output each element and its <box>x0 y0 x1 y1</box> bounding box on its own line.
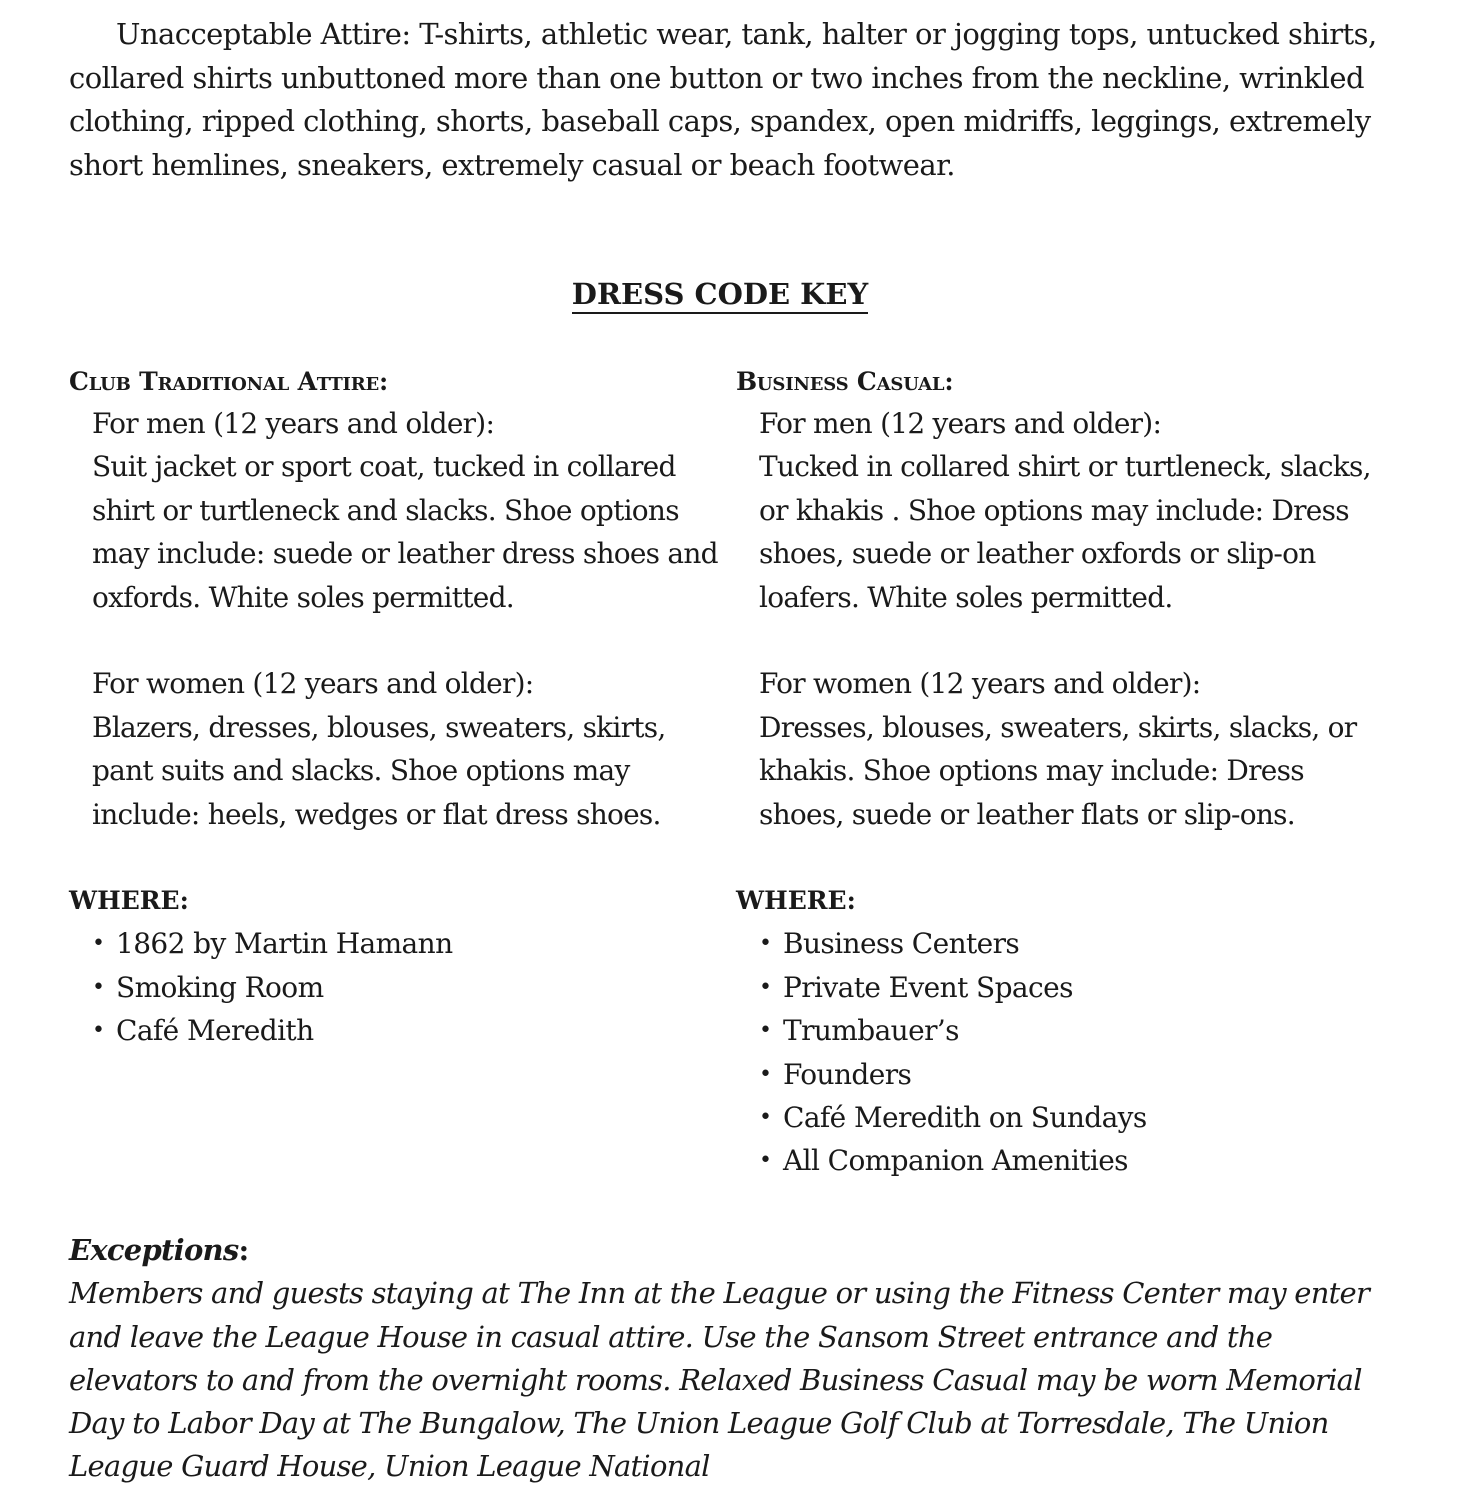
exceptions-heading <box>69 1229 1389 1272</box>
women-label: For women (12 years and older): <box>759 667 1201 701</box>
list-item: • All Companion Amenities <box>759 1139 1386 1182</box>
exceptions-colon: : <box>238 1233 249 1267</box>
list-item: • 1862 by Martin Hamann <box>92 922 719 965</box>
men-label: For men (12 years and older): <box>92 407 495 440</box>
where-heading: WHERE: <box>736 886 856 916</box>
where-list <box>69 922 719 1052</box>
dress-code-key-title-text: DRESS CODE KEY <box>572 277 868 314</box>
men-text: Tucked in collared shirt or turtleneck, slacks, or khakis . Shoe options may include: Dress shoes, suede or leather oxfords or slip-on loafers. White soles permitted. <box>759 450 1371 614</box>
list-item: • Trumbauer’s <box>759 1009 1386 1052</box>
women-text: Dresses, blouses, sweaters, skirts, slacks, or khakis. Shoe options may include: Dress shoes, suede or leather flats or slip-ons. <box>759 710 1357 831</box>
list-item: • Business Centers <box>759 922 1386 965</box>
business-casual-column <box>736 362 1386 1183</box>
list-item: • Private Event Spaces <box>759 966 1386 1009</box>
club-traditional-men <box>92 402 719 619</box>
unacceptable-attire-paragraph: Unacceptable Attire: T-shirts, athletic wear, tank, halter or jogging tops, untucked shirts, collared shirts unbuttoned more than one button or two inches from the neckline, wrinkled clothing, ripped clothing, shorts, baseball caps, spandex, open midriffs, leggings, extremely short hemlines, sneakers, extremely casual or beach footwear. <box>69 17 1377 182</box>
club-traditional-heading: Club Traditional Attire: <box>69 367 389 396</box>
where-heading: WHERE: <box>69 886 189 916</box>
exceptions-label: Exceptions <box>69 1233 239 1267</box>
list-item: • Café Meredith on Sundays <box>759 1096 1386 1139</box>
list-item: • Founders <box>759 1053 1386 1096</box>
men-text: Suit jacket or sport coat, tucked in collared shirt or turtleneck and slacks. Shoe options may include: suede or leather dress shoes and oxfords. White soles permitted. <box>92 450 718 614</box>
exceptions-section <box>69 1229 1389 1489</box>
business-casual-heading: Business Casual: <box>736 367 954 396</box>
club-traditional-women <box>92 662 719 836</box>
list-item: • Smoking Room <box>92 966 719 1009</box>
where-list <box>736 922 1386 1182</box>
list-item: • Café Meredith <box>92 1009 719 1052</box>
business-casual-women <box>759 662 1386 836</box>
exceptions-text: Members and guests staying at The Inn at the League or using the Fitness Center may enter and leave the League House in casual attire. Use the Sansom Street entrance and the elevators to and from the overnight rooms. Relaxed Business Casual may be worn Memorial Day to Labor Day at The Bungalow, The Union League Golf Club at Torresdale, The Union League Guard House, Union League National <box>69 1276 1370 1484</box>
women-text: Blazers, dresses, blouses, sweaters, skirts, pant suits and slacks. Shoe options may include: heels, wedges or flat dress shoes. <box>92 710 666 831</box>
women-label: For women (12 years and older): <box>92 667 534 701</box>
club-traditional-column <box>69 362 719 1053</box>
business-casual-men <box>759 402 1386 619</box>
men-label: For men (12 years and older): <box>759 407 1162 440</box>
dress-code-key-title <box>0 274 1440 314</box>
